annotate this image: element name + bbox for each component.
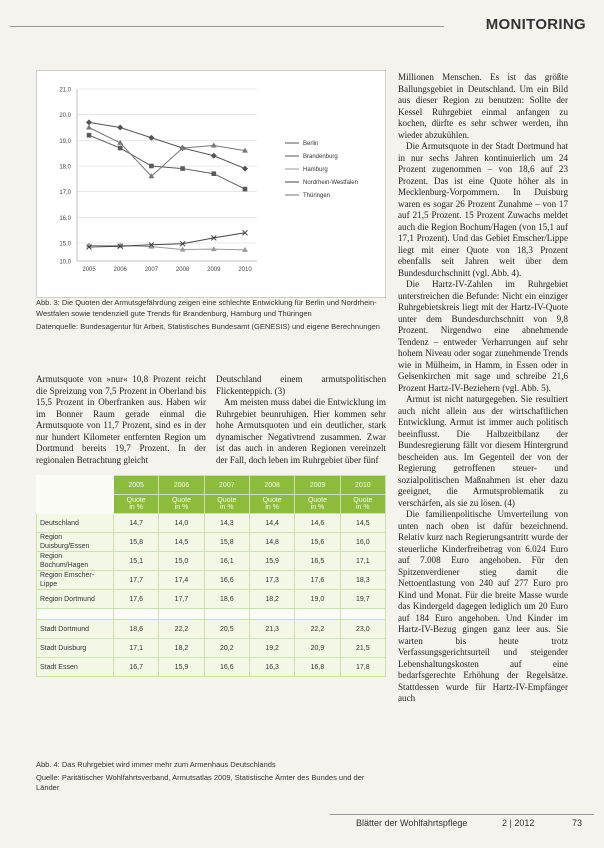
middle-column-text (216, 374, 386, 466)
table-row (37, 658, 386, 677)
table-cell: 14,4 (249, 514, 294, 533)
year-header: 2007 (204, 476, 249, 495)
data-point (149, 164, 154, 169)
table-cell: 14,6 (295, 514, 340, 533)
table-cell: 19,2 (249, 639, 294, 658)
row-label: Region Duisburg/Essen (37, 533, 114, 552)
right-column-text (398, 72, 568, 705)
data-point (86, 119, 92, 125)
spacer-cell (114, 609, 159, 620)
table-cell: 17,7 (114, 571, 159, 590)
unit-line: Quote (126, 497, 146, 504)
data-point (211, 246, 217, 251)
y-tick-label: 16,0 (59, 215, 71, 222)
unit-header (204, 495, 249, 514)
row-label: Stadt Duisburg (37, 639, 114, 658)
table-cell: 16,5 (295, 552, 340, 571)
data-point (242, 166, 248, 172)
issue-number: 2 | 2012 (502, 818, 535, 828)
data-point (87, 133, 92, 138)
row-label: Deutschland (37, 514, 114, 533)
year-header: 2005 (114, 476, 159, 495)
table-corner (37, 476, 114, 495)
table-header-years (37, 476, 386, 495)
table-cell: 16,7 (114, 658, 159, 677)
unit-line: in % (265, 504, 279, 511)
table-cell: 16,8 (295, 658, 340, 677)
table-cell: 17,1 (114, 639, 159, 658)
table-cell: 20,5 (204, 620, 249, 639)
table-cell: 22,2 (295, 620, 340, 639)
left-column-text (36, 374, 206, 466)
table-corner (37, 495, 114, 514)
table-cell: 16,3 (249, 658, 294, 677)
y-tick-label: 18,0 (59, 164, 71, 171)
unit-header (249, 495, 294, 514)
line-chart (37, 71, 385, 297)
paragraph: Millionen Menschen. Es ist das größte Ballungsgebiet in Deutschland. Um ein Bild aus dieser Region zu benutzen: Sollte der Kessel Ruhrgebiet einmal anfangen zu kochen, dürfte es sehr schwer werden, ihn wieder abzukühlen. (398, 72, 568, 140)
spacer-cell (37, 609, 114, 620)
table-cell: 20,9 (295, 639, 340, 658)
table-cell: 17,7 (159, 590, 204, 609)
table-cell: 14,3 (204, 514, 249, 533)
table-cell: 17,4 (159, 571, 204, 590)
row-label: Region Emscher-Lippe (37, 571, 114, 590)
figure-caption-source: Datenquelle: Bundesagentur für Arbeit, Statistisches Bundesamt (GENESIS) und eigene Berechnungen (36, 322, 380, 331)
table-cell: 19,7 (340, 590, 385, 609)
paragraph: Deutschland einem armutspolitischen Flickenteppich. (3) (216, 374, 386, 396)
table-cell: 16,6 (204, 571, 249, 590)
legend-label: Nordrhein-Westfalen (303, 180, 358, 187)
data-point (118, 146, 123, 151)
paragraph: Die familienpolitische Umverteilung von unten nach oben ist dafür bezeichnend. Relativ kurz nach Regierungsantritt wurde der steuerliche Kinderfreibetrag von 6.024 Euro auf 7.008 Euro angehoben. Für den Spitzenverdiener stieg damit die Nettoentlastung von 240 auf 277 Euro pro Kind und Monat. Für die breite Masse wurde das Kindergeld dagegen lediglich um 20 Euro auf 184 Euro angehoben. Und Kinder im Hartz-IV-Bezug gingen ganz leer aus. Sie warten bis heute trotz Verfassungsgerichtsurteil und steigender Lebenshaltungskosten auf eine bedarfsgerechte Erhöhung der Regelsätze. Stattdessen wurde für Hartz-IV-Empfänger auch (398, 509, 568, 703)
journal-name: Blätter der Wohlfahrtspflege (356, 818, 468, 828)
table-cell: 15,6 (295, 533, 340, 552)
spacer-cell (204, 609, 249, 620)
spacer-cell (295, 609, 340, 620)
year-header: 2008 (249, 476, 294, 495)
table-cell: 17,1 (340, 552, 385, 571)
table-row (37, 552, 386, 571)
data-point (148, 135, 154, 141)
table-cell: 15,0 (159, 552, 204, 571)
row-label: Region Bochum/Hagen (37, 552, 114, 571)
spacer-cell (249, 609, 294, 620)
x-tick-label: 2009 (207, 267, 221, 273)
table-cell: 14,5 (159, 533, 204, 552)
table-row (37, 533, 386, 552)
unit-header (159, 495, 204, 514)
data-point (86, 125, 92, 130)
x-tick-label: 2005 (82, 267, 96, 273)
table-cell: 14,8 (249, 533, 294, 552)
row-label: Stadt Essen (37, 658, 114, 677)
year-header: 2006 (159, 476, 204, 495)
table-cell: 17,3 (249, 571, 294, 590)
page-number: 73 (572, 818, 583, 828)
table-cell: 23,0 (340, 620, 385, 639)
table-cell: 15,1 (114, 552, 159, 571)
y-tick-label: 21,0 (59, 87, 71, 94)
table-cell: 17,8 (340, 658, 385, 677)
table-header-units (37, 495, 386, 514)
table-cell: 17,6 (295, 571, 340, 590)
spacer-cell (340, 609, 385, 620)
section-title: MONITORING (485, 16, 586, 33)
table-cell: 18,6 (114, 620, 159, 639)
legend-label: Brandenburg (303, 154, 338, 161)
y-tick-label: 20,0 (59, 113, 71, 120)
paragraph: Am meisten muss dabei die Entwicklung im Ruhrgebiet beunruhigen. Hier kommen sehr hohe Armutsquoten und ein deutlicher, stark dynamischer Negativtrend zusammen. Zwar ist das auch in anderen Regionen vereinzelt der Fall, doch leben im Ruhrgebiet über fünf (216, 397, 386, 465)
table-cell: 14,0 (159, 514, 204, 533)
unit-line: Quote (307, 497, 328, 504)
legend-label: Berlin (303, 141, 319, 148)
unit-line: in % (174, 504, 189, 511)
unit-header (295, 495, 340, 514)
header-rule (10, 26, 444, 27)
legend-label: Thüringen (303, 193, 331, 200)
unit-line: in % (310, 504, 325, 511)
footer-rule (330, 814, 594, 815)
data-point (211, 153, 217, 159)
table-cell: 21,5 (340, 639, 385, 658)
table-caption-text: Abb. 4: Das Ruhrgebiet wird immer mehr zum Armenhaus Deutschlands (36, 760, 276, 769)
table-body (37, 514, 386, 677)
x-tick-label: 2007 (144, 267, 159, 273)
table-cell: 14,5 (340, 514, 385, 533)
row-label: Stadt Dortmund (37, 620, 114, 639)
table-row (37, 639, 386, 658)
table-caption (36, 760, 386, 794)
year-header: 2009 (295, 476, 340, 495)
data-point (243, 187, 248, 192)
year-header: 2010 (340, 476, 385, 495)
table-cell: 18,3 (340, 571, 385, 590)
table-cell: 15,9 (249, 552, 294, 571)
unit-header (114, 495, 159, 514)
poverty-table (36, 475, 386, 677)
spacer-cell (159, 609, 204, 620)
data-point (211, 142, 217, 147)
table-cell: 16,6 (204, 658, 249, 677)
table-cell: 18,6 (204, 590, 249, 609)
y-tick-label: 15,0 (59, 241, 71, 248)
table-caption-source: Quelle: Paritätischer Wohlfahrtsverband, Armutsatlas 2009, Statistische Ämter des Bundes und der Länder (36, 772, 365, 792)
table-cell: 15,9 (159, 658, 204, 677)
table-cell: 22,2 (159, 620, 204, 639)
table-spacer-row (37, 609, 386, 620)
row-label: Region Dortmund (37, 590, 114, 609)
figure-caption-text: Abb. 3: Die Quoten der Armutsgefährdung zeigen eine schlechte Entwicklung für Berlin und Nordrhein-Westfalen sowie tendenziell gute Trends für Brandenburg, Hamburg und Thüringen (36, 298, 377, 318)
series-line (89, 233, 245, 247)
y-tick-label: 17,0 (59, 190, 71, 197)
table-cell: 15,8 (114, 533, 159, 552)
table-cell: 18,2 (159, 639, 204, 658)
table-row (37, 571, 386, 590)
line-chart-figure (36, 70, 386, 298)
page-header (10, 16, 594, 38)
paragraph: Armut ist nicht naturgegeben. Sie resultiert auch nicht allein aus der wirtschaftlichen Entwicklung. Armut ist immer auch politisch beeinflusst. Die Halbzeitbilanz der Bundesregierung fällt vor diesem Hintergrund bescheiden aus. Im Gegenteil der von der Regierung getroffenen steuer- und sozialpolitischen Maßnahmen ist eher dazu geeignet, die Armutsproblematik zu verschärfen, als sie zu lösen. (4) (398, 394, 568, 508)
series-line (89, 128, 245, 177)
x-tick-label: 2008 (175, 267, 190, 273)
y-tick-label: 10,0 (59, 259, 71, 266)
table-cell: 20,2 (204, 639, 249, 658)
table-cell: 18,2 (249, 590, 294, 609)
x-tick-label: 2010 (238, 267, 252, 273)
table-row (37, 514, 386, 533)
figure-caption (36, 298, 386, 333)
data-point (212, 171, 217, 176)
table-cell: 14,7 (114, 514, 159, 533)
table-cell: 19,0 (295, 590, 340, 609)
y-tick-label: 19,0 (59, 138, 71, 145)
page-footer (330, 818, 594, 832)
unit-line: in % (129, 504, 143, 511)
unit-header (340, 495, 385, 514)
table-cell: 17,6 (114, 590, 159, 609)
unit-line: Quote (171, 497, 192, 504)
table-cell: 15,8 (204, 533, 249, 552)
table-cell: 21,3 (249, 620, 294, 639)
unit-line: Quote (217, 497, 237, 504)
table-cell: 16,1 (204, 552, 249, 571)
paragraph: Armutsquote von »nur« 10,8 Prozent reicht die Spreizung von 7,5 Prozent in Oberland bis 15,5 Prozent in Oberfranken aus. Haben wir im Bonner Raum gerade einmal die Armutsquote von 11,7 Prozent, sind es in der nur hundert Kilometer entfernten Region um Dortmund bereits 19,7 Prozent. In der regionalen Betrachtung gleicht (36, 374, 206, 465)
unit-line: in % (220, 504, 234, 511)
unit-line: Quote (262, 497, 282, 504)
table-row (37, 620, 386, 639)
paragraph: Die Hartz-IV-Zahlen im Ruhrgebiet unterstreichen die Befunde: Nicht ein einziger Ruhrgebietskreis liegt mit der Hartz-IV-Quote unter dem Bundesdurchschnitt von 9,8 Prozent. Nirgendwo eine abnehmende Tendenz – entweder Verharrungen auf sehr hohem Niveau oder sogar zunehmende Trends wie in Mülheim, in Hamm, in Essen oder in Gelsenkirchen mit sage und schreibe 21,6 Prozent Hartz-IV-Beziehern (vgl. Abb. 5). (398, 279, 568, 393)
data-point (180, 166, 185, 171)
data-point (117, 125, 123, 131)
legend-label: Hamburg (303, 167, 328, 174)
x-tick-label: 2006 (113, 267, 127, 273)
unit-line: in % (356, 504, 370, 511)
paragraph: Die Armutsquote in der Stadt Dortmund hat in nur sechs Jahren kontinuierlich um 24 Prozent zugenommen – von 18,6 auf 23 Prozent. Das ist eine Quote höher als in Mecklenburg-Vorpommern. In Duisburg waren es sogar 26 Prozent Zunahme – von 17 auf 21,5 Prozent. 15 Prozent Zuwachs meldet auch die Region Bochum/Hagen (von 15,1 auf 17,1 Prozent). Und das Gebiet Emscher/Lippe liegt mit einer Quote von 18,3 Prozent ebenfalls seit Jahren weit über dem Bundesdurchschnitt (vgl. Abb. 4). (398, 141, 568, 278)
unit-line: Quote (353, 497, 373, 504)
table-row (37, 590, 386, 609)
table-cell: 16,0 (340, 533, 385, 552)
